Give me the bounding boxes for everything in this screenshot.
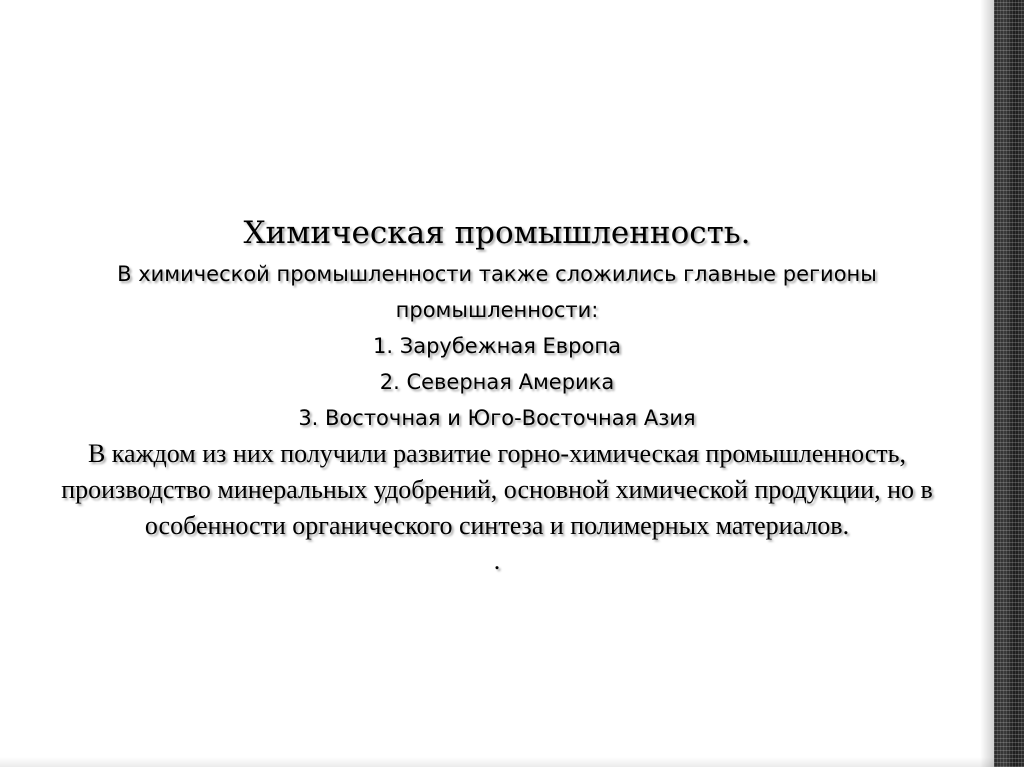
- region-item: 3. Восточная и Юго-Восточная Азия: [298, 406, 696, 430]
- intro-line-2: промышленности:: [395, 298, 599, 322]
- trailing-dot: .: [493, 546, 501, 575]
- region-item: 1. Зарубежная Европа: [373, 334, 621, 358]
- slide-title: Химическая промышленность.: [243, 215, 751, 251]
- paragraph-line-1: В каждом из них получили развитие горно-химическая промышленность,: [87, 439, 907, 468]
- paragraph-line-3: особенности органического синтеза и полимерных материалов.: [144, 511, 850, 540]
- slide-border-texture: [994, 0, 1024, 767]
- paragraph-line-2: производство минеральных удобрений, основной химической продукции, но в: [61, 475, 933, 504]
- slide-bottom-shadow: [0, 757, 994, 767]
- region-item: 2. Северная Америка: [379, 370, 615, 394]
- slide-content: [0, 210, 994, 578]
- intro-line-1: В химической промышленности также сложились главные регионы: [117, 262, 877, 286]
